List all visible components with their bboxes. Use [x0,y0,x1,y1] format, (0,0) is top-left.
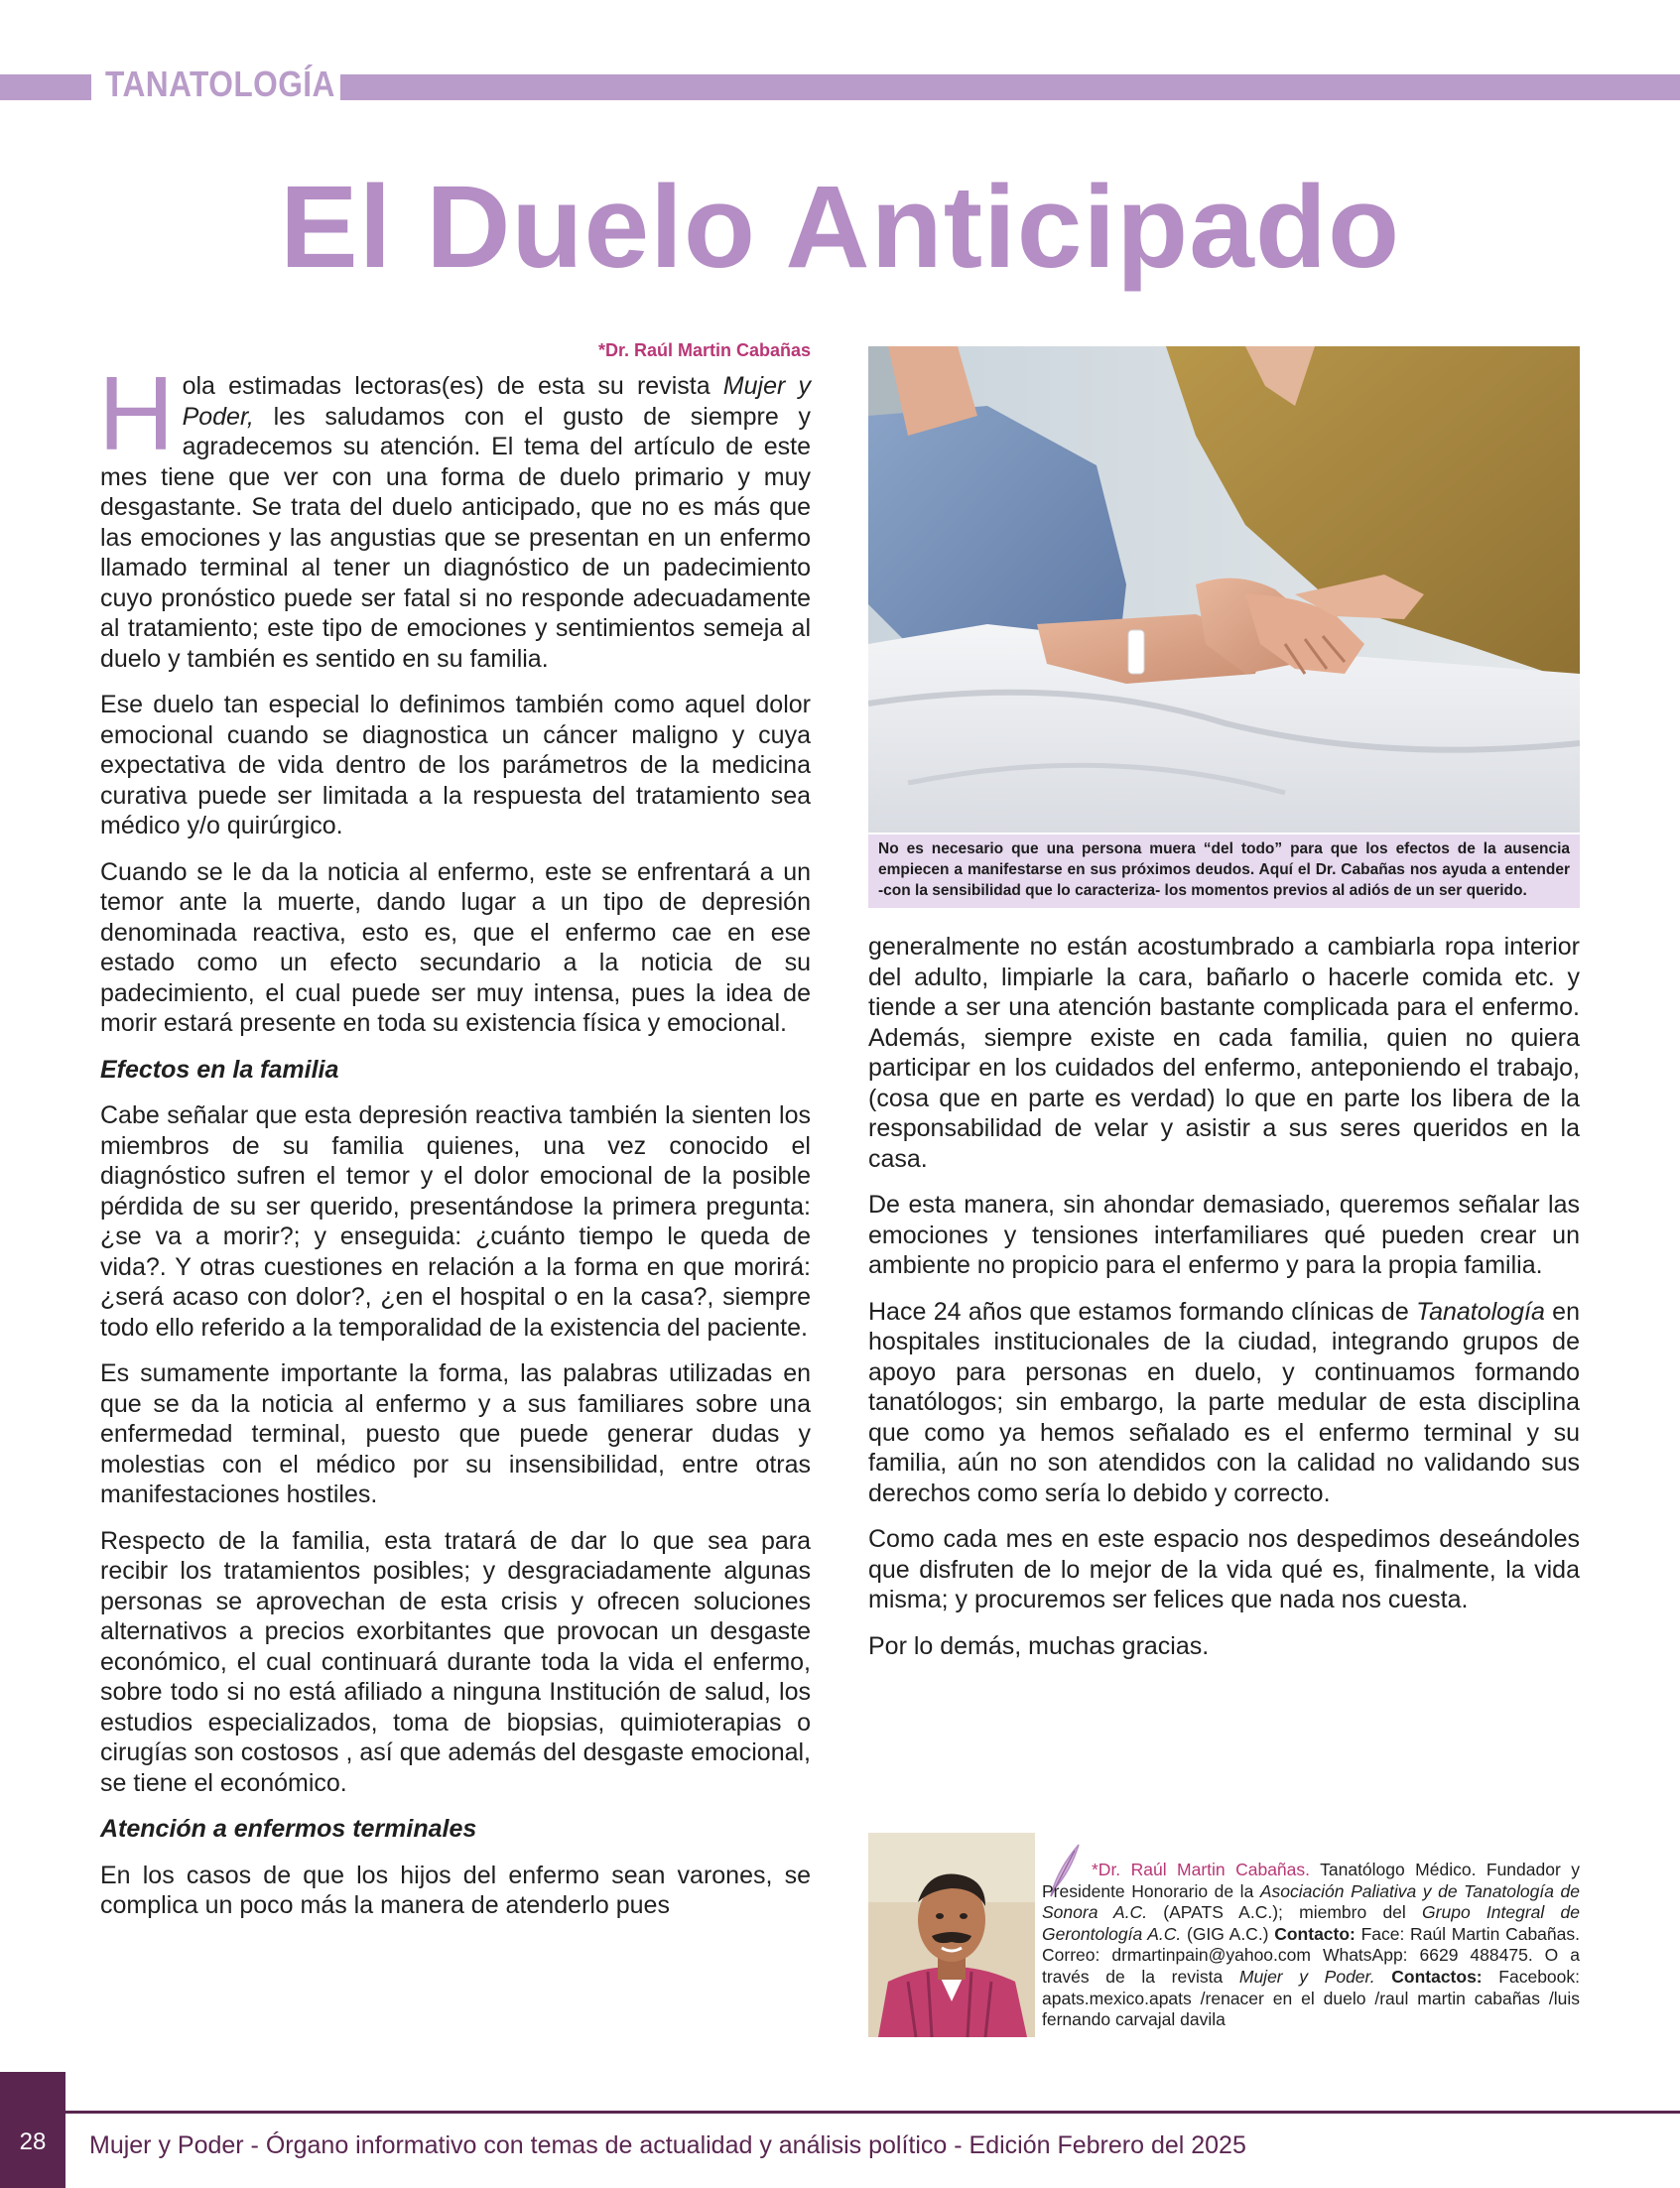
author-portrait [868,1833,1035,2037]
author-name: *Dr. Raúl Martin Cabañas. [1092,1860,1310,1879]
photo-caption: No es necesario que una persona muera “del todo” para que los efectos de la ausencia empiecen a manifestarse en sus próximos deudos. Aquí el Dr. Cabañas nos ayuda a entender -con la sensibilidad que lo caracteriza- los momentos previos al adiós de un ser querido. [868,835,1580,908]
footer-text: Mujer y Poder - Órgano informativo con temas de actualidad y análisis político - Edición Febrero del 2025 [89,2131,1246,2159]
author-bio: *Dr. Raúl Martin Cabañas. Tanatólogo Médico. Fundador y Presidente Honorario de la Asociación Paliativa y de Tanatología de Sonora A.C. (APATS A.C.); miembro del Grupo Integral de Gerontología A.C. (GIG A.C.) Contacto: Face: Raúl Martin Cabañas. Correo: drmartinpain@yahoo.com WhatsApp: 6629 488475. O a través de la revista Mujer y Poder. Contactos: Facebook: apats.mexico.apats /renacer en el duelo /raul martin cabañas /luis fernando carvajal davila [1042,1860,1581,2030]
paragraph: Hace 24 años que estamos formando clínicas de Tanatología en hospitales institucionales de la ciudad, integrando grupos de apoyo para personas en duelo, y continuamos formando tanatólogos; sin embargo, la parte medular de esta disciplina que como ya hemos señalado es el enfermo terminal y su familia, aún no son atendidos con la calidad no validando sus derechos como sería lo debido y correcto. [868,1297,1580,1507]
section-label: TANATOLOGÍA [105,64,335,104]
paragraph: En los casos de que los hijos del enfermo sean varones, se complica un poco más la manera de atenderlo pues [100,1861,811,1919]
subheading-terminal-care: Atención a enfermos terminales [100,1815,477,1843]
article-title: El Duelo Anticipado [279,162,1401,293]
closing-line: Por lo demás, muchas gracias. [868,1631,1210,1660]
paragraph: Cuando se le da la noticia al enfermo, este se enfrentará a un temor ante la muerte, dando lugar a un tipo de depresión denominada reactiva, esto es, que el enfermo cae en ese estado como un efecto secundario a la noticia de su padecimiento, el cual puede ser muy intensa, pues la idea de morir estará presente en toda su existencia física y emocional. [100,857,811,1037]
magazine-name: Mujer y Poder, [182,372,811,431]
article-photo [868,346,1580,833]
paragraph: Ese duelo tan especial lo definimos también como aquel dolor emocional cuando se diagnostica un cáncer maligno y cuya expectativa de vida dentro de los parámetros de la medicina curativa puede ser limitada a la respuesta del tratamiento sea médico y/o quirúrgico. [100,691,811,839]
page-number: 28 [19,2128,47,2155]
paragraph: Es sumamente importante la forma, las palabras utilizadas en que se da la noticia al enfermo y a sus familiares sobre una enfermedad terminal, puesto que puede generar dudas y molestias con el médico por su insensibilidad, entre otras manifestaciones hostiles. [100,1359,811,1508]
author-portrait-illustration [868,1833,1035,2037]
paragraph: Como cada mes en este espacio nos despedimos deseándoles que disfruten de lo mejor de la vida qué es, finalmente, la vida misma; y procuremos ser felices que nada nos cuesta. [868,1525,1580,1613]
article-column-right [868,932,1580,1677]
paragraph: Respecto de la familia, esta tratará de dar lo que sea para recibir los tratamientos posibles; y desgraciadamente algunas personas se aprovechan de esta crisis y ofrecen soluciones alternativos a precios exorbitantes que provocan un desgaste económico, el cual continuará durante toda la vida el enfermo, sobre todo si no está afiliado a ninguna Institución de salud, los estudios especializados, toma de biopsias, quimioterapias o cirugías son costosos , así que además del desgaste emocional, se tiene el económico. [100,1526,811,1797]
hospital-hands-illustration [868,346,1580,833]
paragraph: Cabe señalar que esta depresión reactiva también la sienten los miembros de su familia quienes, una vez conocido el diagnóstico sufren el temor y el dolor emocional de la posible pérdida de su ser querido, presentándose la primera pregunta: ¿se va a morir?; y enseguida: ¿cuánto tiempo le queda de vida?. Y otras cuestiones en relación a la forma en que morirá: ¿será acaso con dolor?, ¿en el hospital o en la casa?, siempre todo ello referido a la temporalidad de la existencia del paciente. [100,1101,811,1342]
drop-cap: H [98,355,175,472]
paragraph: generalmente no están acostumbrado a cambiarla ropa interior del adulto, limpiarle la cara, bañarlo o hacerle comida etc. y tiende a ser una atención bastante complicada para el enfermo. Además, siempre existe en cada familia, quien no quiera participar en los cuidados del enfermo, anteponiendo el trabajo, (cosa que en parte es verdad) lo que en parte los libera de la responsabilidad de velar y asistir a sus seres queridos en la casa. [868,933,1580,1173]
intro-paragraph: Hola estimadas lectoras(es) de esta su revista Mujer y Poder, les saludamos con el gusto de siempre y agradecemos su atención. El tema del artículo de este mes tiene que ver con una forma de duelo primario y muy desgastante. Se trata del duelo anticipado, que no es más que las emociones y las angustias que se presentan en un enfermo llamado terminal al tener un diagnóstico de un padecimiento cuyo pronóstico puede ser fatal si no responde adecuadamente al tratamiento; este tipo de emociones y sentimientos semeja al duelo y también es sentido en su familia. [98,355,811,673]
section-bar-left [0,74,91,100]
article-column-left [98,355,811,1937]
article-byline: *Dr. Raúl Martin Cabañas [597,340,811,360]
section-bar-right [340,74,1680,100]
footer-rule [0,2111,1680,2114]
paragraph: De esta manera, sin ahondar demasiado, queremos señalar las emociones y tensiones interfamiliares qué pueden crear un ambiente no propicio para el enfermo y para la propia familia. [868,1191,1580,1279]
subheading-family-effects: Efectos en la familia [100,1055,339,1084]
